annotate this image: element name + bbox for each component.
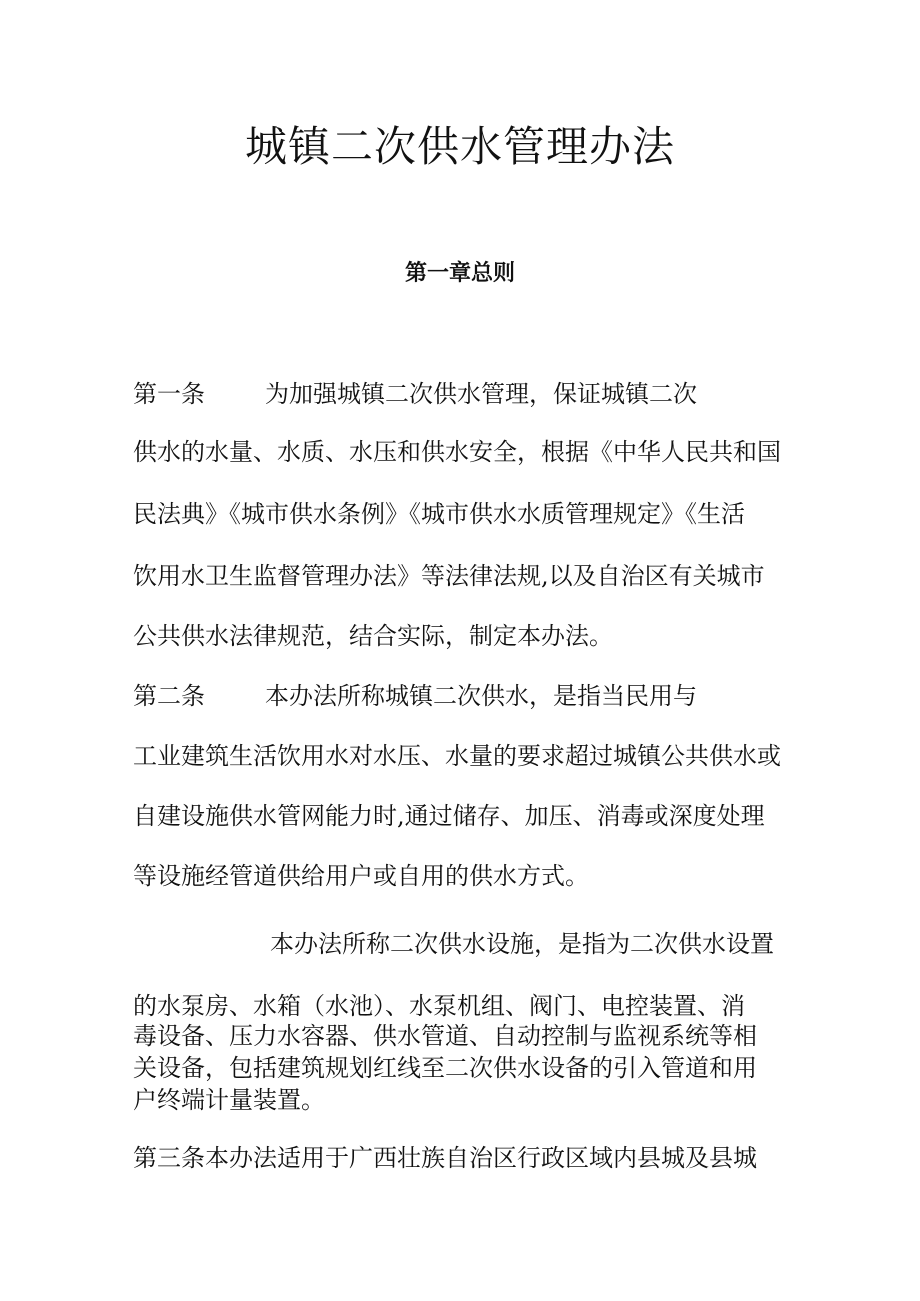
article-1-line-1: 为加强城镇二次供水管理，保证城镇二次: [265, 380, 697, 408]
article-1-label: 第一条: [133, 380, 205, 408]
document-title: 城镇二次供水管理办法: [244, 122, 675, 171]
article-1-line-5: 公共供水法律规范，结合实际，制定本办法。: [133, 622, 613, 650]
chapter-heading: 第一章总则: [404, 260, 515, 286]
article-2-para-2-line-5: 户终端计量装置。: [133, 1086, 325, 1114]
article-2-line-1: 本办法所称城镇二次供水，是指当民用与: [265, 682, 697, 710]
article-1-line-2: 供水的水量、水质、水压和供水安全，根据《中华人民共和国: [133, 438, 781, 466]
article-2-para-2-line-4: 关设备，包括建筑规划红线至二次供水设备的引入管道和用: [133, 1054, 757, 1082]
article-2-para-2-line-2: 的水泵房、水箱（水池）、水泵机组、阀门、电控装置、消: [133, 992, 745, 1020]
article-2-para-2-line-3: 毒设备、压力水容器、供水管道、自动控制与监视系统等相: [133, 1022, 757, 1050]
article-2-line-3: 自建设施供水管网能力时,通过储存、加压、消毒或深度处理: [133, 802, 765, 830]
article-2-label: 第二条: [133, 682, 205, 710]
article-3-line-1: 第三条本办法适用于广西壮族自治区行政区域内县城及县城: [133, 1144, 757, 1172]
article-2-para-2-line-1: 本办法所称二次供水设施，是指为二次供水设置: [270, 930, 774, 958]
article-2-line-4: 等设施经管道供给用户或自用的供水方式。: [133, 862, 589, 890]
article-1-line-4: 饮用水卫生监督管理办法》等法律法规,以及自治区有关城市: [133, 562, 765, 590]
article-1-line-3: 民法典》《城市供水条例》《城市供水水质管理规定》《生活: [133, 500, 745, 528]
article-2-line-2: 工业建筑生活饮用水对水压、水量的要求超过城镇公共供水或: [133, 742, 781, 770]
